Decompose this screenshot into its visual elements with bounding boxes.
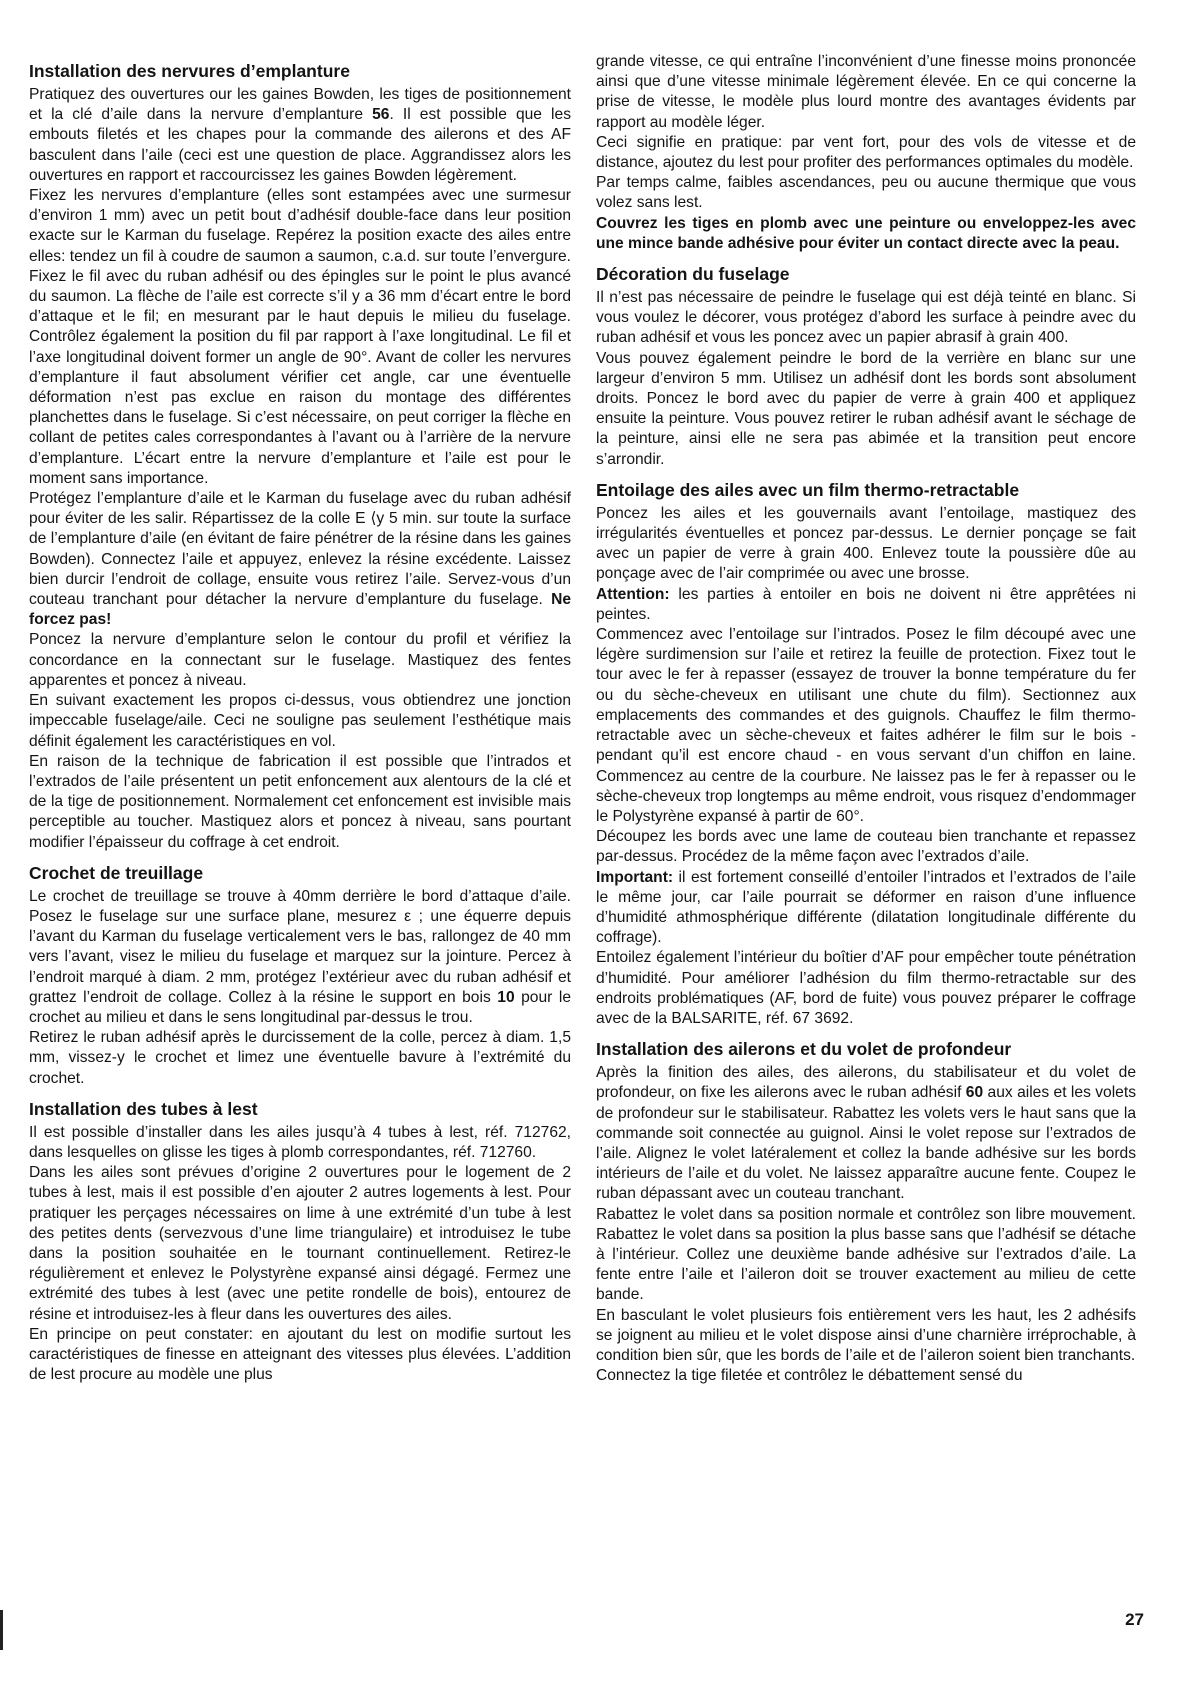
- paragraph: Rabattez le volet dans sa position normale et contrôlez son libre mouvement. Rabattez le volet dans sa position la plus basse sans que l’adhésif se détache à l’intérieur. Collez une deuxième bande adhésive sur l’extrados d’aile. La fente entre l’aile et l’aileron doit se trouver exactement au milieu de cette bande.: [596, 1205, 1136, 1304]
- left-column: [29, 56, 571, 1385]
- label: Important:: [596, 868, 674, 886]
- paragraph: Il est possible d’installer dans les ailes jusqu’à 4 tubes à lest, réf. 712762, dans lesquelles on glisse les tiges à plomb correspondantes, réf. 712760.: [29, 1123, 571, 1161]
- paragraph: Dans les ailes sont prévues d’origine 2 ouvertures pour le logement de 2 tubes à lest, mais il est possible d’en ajouter 2 autres logements à lest. Pour pratiquer les perçages nécessaires on lime à une extrémité d’un tube à lest des petites dents (servezvous d’une lime triangulaire) et introduisez le tube dans la position souhaitée en le tournant continuellement. Retirez-le régulièrement et enlevez le Polystyrène expansé ainsi dégagé. Fermez une extrémité des tubes à lest (avec une petite rondelle de bois), entourez de résine et introduisez-les à fleur dans les ouvertures des ailes.: [29, 1164, 571, 1323]
- warning-text: Ne forcez pas!: [29, 591, 571, 629]
- label: Attention:: [596, 585, 670, 603]
- paragraph: [596, 585, 1136, 625]
- paragraph: Poncez la nervure d’emplanture selon le contour du profil et vérifiez la concordance en la connectant sur le fuselage. Mastiquez des fentes apparentes et poncez à niveau.: [29, 631, 571, 689]
- paragraph: [29, 489, 571, 630]
- paragraph: Ceci signifie en pratique: par vent fort, pour des vols de vitesse et de distance, ajoutez du lest pour profiter des performances optimales du modèle.: [596, 133, 1136, 172]
- text: les parties à entoiler en bois ne doivent ni être apprêtées ni peintes.: [596, 585, 1136, 623]
- paragraph: Connectez la tige filetée et contrôlez le débattement sensé du: [596, 1367, 1023, 1385]
- part-number: 10: [497, 988, 515, 1006]
- paragraph: Vous pouvez également peindre le bord de la verrière en blanc sur une largeur d’environ 5 mm. Utilisez un adhésif dont les bords sont absolument droits. Poncez le bord avec du papier de verre à grain 400 et appliquez ensuite la peinture. Vous pouvez retirer le ruban adhésif avant le séchage de la peinture, ainsi elle ne sera pas abimée et la transition peut encore s’arrondir.: [596, 349, 1136, 468]
- paragraph: Entoilez également l’intérieur du boîtier d’AF pour empêcher toute pénétration d’humidité. Pour améliorer l’adhésion du film thermo-retractable sur des endroits problématiques (AF, bord de fuite) vous pouvez préparer le coffrage avec de la BALSARITE, réf. 67 3692.: [596, 949, 1136, 1027]
- paragraph: Commencez avec l’entoilage sur l’intrados. Posez le film découpé avec une légère surdimension sur l’aile et retirez la feuille de protection. Fixez tout le tour avec le fer à repasser (essayez de trouver la bonne température du fer ou du sèche-cheveux en utilisant une chute du film). Sectionnez aux emplacements des commandes et des guignols. Chauffez le film thermo-retractable avec un sèche-cheveux et faites adhérer le film sur le bois - pendant qu’il est encore chaud - en vous servant d’un chiffon en laine. Commencez au centre de la courbure. Ne laissez pas le fer à repasser ou le sèche-cheveux trop longtemps au même endroit, vous risquez d’endommager le Polystyrène expansé à partir de 60°.: [596, 626, 1136, 825]
- paragraph: [596, 1063, 1136, 1204]
- heading-decoration: Décoration du fuselage: [596, 264, 790, 285]
- text: aux ailes et les volets de profondeur sur le stabilisateur. Rabattez les volets vers le haut sans que la commande soit connectée au guignol. Ainsi le volet repose sur l’extrados de l’aile. Alignez le volet latéralement et collez la bande adhésive sur les bords intérieurs de l’aile et du volet. Ne laissez apparaître aucune fente. Coupez le ruban dépassant avec un couteau tranchant.: [596, 1084, 1136, 1203]
- text: il est fortement conseillé d’entoiler l’intrados et l’extrados de l’aile le même jour, car l’aile pourrait se déformer en raison d’une influence d’humidité athmosphérique différente (dilatation longitudinale différente du coffrage).: [596, 868, 1136, 947]
- paragraph: [596, 868, 1136, 949]
- heading-nervures: Installation des nervures d’emplanture: [29, 61, 350, 81]
- paragraph: Poncez les ailes et les gouvernails avant l’entoilage, mastiquez des irrégularités éventuelles et poncez par-dessus. Le dernier ponçage se fait avec un papier de verre à grain 400. Enlevez toute la poussière dûe au ponçage avec de l’air comprimée ou avec une brosse.: [596, 504, 1136, 583]
- part-number: 60: [965, 1084, 984, 1102]
- part-number: 56: [372, 106, 390, 124]
- paragraph: En suivant exactement les propos ci-dessus, vous obtiendrez une jonction impeccable fuselage/aile. Ceci ne souligne pas seulement l’esthétique mais définit également les caractéristiques en vol.: [29, 692, 571, 750]
- text: Pratiquez des ouvertures our les gaines Bowden, les tiges de positionnement et la clé d’aile dans la nervure d’emplanture: [29, 86, 571, 124]
- heading-tubes-lest: Installation des tubes à lest: [29, 1098, 258, 1119]
- paragraph: Découpez les bords avec une lame de couteau bien tranchante et repassez par-dessus. Procédez de la même façon avec l’extrados d’aile.: [596, 828, 1136, 866]
- paragraph: Retirez le ruban adhésif après le durcissement de la colle, percez à diam. 1,5 mm, vissez-y le crochet et limez une éventuelle bavure à l’extrémité du crochet.: [29, 1029, 571, 1087]
- right-column: [596, 52, 1136, 1386]
- text: Après la finition des ailes, des ailerons, du stabilisateur et du volet de profondeur, on fixe les ailerons avec le ruban adhésif: [596, 1064, 1136, 1102]
- paragraph: En raison de la technique de fabrication il est possible que l’intrados et l’extrados de l’aile présentent un petit enfoncement aux alentours de la clé et de la tige de positionnement. Normalement cet enfoncement est invisible mais perceptible au toucher. Mastiquez alors et poncez à niveau, sans pourtant modifier l’épaisseur du coffrage à cet endroit.: [29, 752, 571, 851]
- paragraph: [29, 887, 571, 1028]
- paragraph: [29, 85, 571, 186]
- heading-crochet: Crochet de treuillage: [29, 862, 204, 883]
- text: pour le crochet au milieu et dans le sens longitudinal par-dessus le trou.: [29, 988, 572, 1026]
- text: Le crochet de treuillage se trouve à 40mm derrière le bord d’attaque d’aile. Posez le fuselage sur une surface plane, mesurez ε ; une équerre depuis l’avant du Karman du fuselage verticalement vers le bas, rallongez de 40 mm vers l’avant, visez le milieu du fuselage et marquez sur la jointure. Percez à l’endroit marqué à diam. 2 mm, protégez l’extérieur avec du ruban adhésif et grattez l’endroit de collage. Collez à la résine le support en bois: [29, 887, 571, 1006]
- text: Protégez l’emplanture d’aile et le Karman du fuselage avec du ruban adhésif pour éviter de les salir. Répartissez de la colle E ⟨y 5 min. sur toute la surface de l’emplanture d’aile (en évitant de faire pénétrer de la résine dans les gaines Bowden). Connectez l’aile et appuyez, enlevez la résine excédente. Laissez bien durcir l’endroit de collage, ensuite vous retirez l’aile. Servez-vous d’un couteau tranchant pour détacher la nervure d’emplanture du fuselage.: [29, 490, 571, 609]
- text: . Il est possible que les embouts filetés et les chapes pour la commande des ailerons et des AF basculent dans l’aile (ceci est une question de place. Aggrandissez alors les ouvertures en rapport et raccourcissez les gaines Bowden légèrement.: [29, 106, 571, 184]
- heading-ailerons: Installation des ailerons et du volet de profondeur: [596, 1039, 1012, 1060]
- page-number: 27: [1125, 1610, 1144, 1629]
- paragraph: Par temps calme, faibles ascendances, peu ou aucune thermique que vous volez sans lest.: [596, 174, 1136, 212]
- paragraph: Fixez les nervures d’emplanture (elles sont estampées avec une surmesur d’environ 1 mm) avec un petit bout d’adhésif double-face dans leur position exacte sur le Karman du fuselage. Repérez la position exacte des ailes entre elles: tendez un fil à coudre de saumon a saumon, c.a.d. sur toute l’envergure. Fixez le fil avec du ruban adhésif ou des épingles sur le point le plus avancé du saumon. La flèche de l’aile est correcte s’il y a 36 mm d’écart entre le bord d’attaque et le fil; en mesurant par le haut depuis le milieu du fuselage. Contrôlez également la position du fil par rapport à l’axe longitudinal. Le fil et l’axe longitudinal doivent former un angle de 90°. Avant de coller les nervures d’emplanture il faut absolument vérifier cet angle, car une éventuelle déformation n’est pas exclue en raison du montage des différentes planchettes dans le fuselage. Si c’est nécessaire, on peut corriger la flèche en collant de petites cales correspondantes à l’avant ou à l’arrière de la nervure d’emplanture. L’écart entre la nervure d’emplanture et l’aile est pour le moment sans importance.: [29, 187, 571, 487]
- paragraph: Il n’est pas nécessaire de peindre le fuselage qui est déjà teinté en blanc. Si vous voulez le décorer, vous protégez d’abord les surface à peindre avec du ruban adhésif et vous les poncez avec un papier abrasif à grain 400.: [596, 289, 1136, 347]
- margin-mark: [0, 1610, 3, 1650]
- heading-entoilage: Entoilage des ailes avec un film thermo-retractable: [596, 479, 1020, 500]
- paragraph: En basculant le volet plusieurs fois entièrement vers les haut, les 2 adhésifs se joignent au milieu et le volet dispose ainsi d’une charnière irréprochable, à condition bien sûr, que les bords de l’aile et de l’aileron soient bien tranchants.: [596, 1306, 1136, 1364]
- warning-paragraph: Couvrez les tiges en plomb avec une peinture ou enveloppez-les avec une mince bande adhésive pour éviter un contact directe avec la peau.: [596, 214, 1136, 252]
- paragraph: grande vitesse, ce qui entraîne l’inconvénient d’une finesse moins prononcée ainsi que d’une vitesse minimale légèrement élevée. En ce qui concerne la prise de vitesse, le modèle plus lourd montre des avantages évidents par rapport au modèle léger.: [596, 53, 1136, 131]
- paragraph: En principe on peut constater: en ajoutant du lest on modifie surtout les caractéristiques de finesse en atteignant des vitesses plus élevées. L’addition de lest procure au modèle une plus: [29, 1325, 571, 1384]
